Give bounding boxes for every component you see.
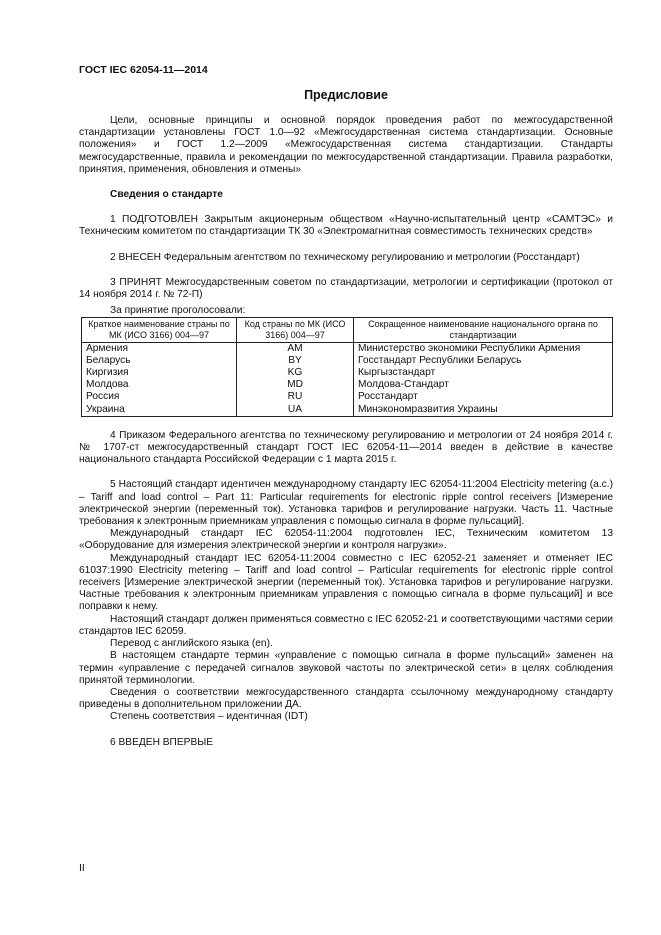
column-header-code: Код страны по МК (ИСО 3166) 004—97 xyxy=(237,318,354,342)
section-title: Сведения о стандарте xyxy=(110,189,223,201)
item-5-prepared-by: Международный стандарт IEC 62054-11:2004 подготовлен IEC, Техническим комитетом 13 «Оборудование для измерения электрической энергии и контроля нагрузки». xyxy=(79,528,613,552)
item-5-translation: Перевод с английского языка (en). xyxy=(110,638,273,650)
table-row xyxy=(82,379,613,391)
item-4-order: 4 Приказом Федерального агентства по техническому регулированию и метрологии от 24 ноября 2014 г. № 1707-ст межгосударственный стандарт ГОСТ IEC 62054-11—2014 введен в действие в качестве национального стандарта Российской Федерации с 1 марта 2015 г. xyxy=(79,429,613,466)
code-cell: RU xyxy=(237,391,354,403)
item-6-first-introduced: 6 ВВЕДЕН ВПЕРВЫЕ xyxy=(110,736,214,748)
column-header-country: Краткое наименование страны по МК (ИСО 3166) 004—97 xyxy=(82,318,237,342)
voted-label: За принятие проголосовали: xyxy=(110,305,246,317)
table-row xyxy=(82,342,613,355)
item-5-reference-info: Сведения о соответствии межгосударственного стандарта ссылочному международному стандарту приведены в дополнительном приложении ДА. xyxy=(79,686,613,711)
body-cell: Кыргызстандарт xyxy=(354,367,613,379)
code-cell: AM xyxy=(237,342,354,355)
code-cell: KG xyxy=(237,367,354,379)
table-row xyxy=(82,404,613,417)
item-5-conformity-degree: Степень соответствия – идентичная (IDT) xyxy=(110,711,308,723)
body-cell: Минэкономразвития Украины xyxy=(354,404,613,417)
country-cell: Армения xyxy=(82,342,237,355)
table-row xyxy=(82,391,613,403)
body-cell: Госстандарт Республики Беларусь xyxy=(354,355,613,367)
country-cell: Молдова xyxy=(82,379,237,391)
code-cell: UA xyxy=(237,404,354,417)
item-5-apply-with: Настоящий стандарт должен применяться совместно с IEC 62052-21 и соответствующими частями серии стандартов IEC 62059. xyxy=(79,613,613,637)
voting-countries-table xyxy=(81,317,613,416)
country-cell: Киргизия xyxy=(82,367,237,379)
item-3-adopted: 3 ПРИНЯТ Межгосударственным советом по стандартизации, метрологии и сертификации (протокол от 14 ноября 2014 г. № 72-П) xyxy=(79,276,613,301)
page-title: Предисловие xyxy=(304,88,388,102)
standard-code-header: ГОСТ IEC 62054-11—2014 xyxy=(79,64,208,76)
country-cell: Украина xyxy=(82,404,237,417)
item-5-identical: 5 Настоящий стандарт идентичен международному стандарту IEC 62054-11:2004 Electricity metering (a.c.) – Tariff and load control – Part 11: Particular requirements for electronic ripple control receivers [Измерение электрической энергии (переменный ток). Установка тарифов и регулирование нагрузки. Часть 11. Частные требования к электронным приемникам управления с помощью сигнала в форме пульсаций]. xyxy=(79,479,613,528)
body-cell: Министерство экономики Республики Армения xyxy=(354,342,613,355)
table-row xyxy=(82,367,613,379)
intro-paragraph: Цели, основные принципы и основной порядок проведения работ по межгосударственной стандартизации установлены ГОСТ 1.0—92 «Межгосударственная система стандартизации. Основные положения» и ГОСТ 1.2—2009 «Межгосударственная система стандартизации. Стандарты межгосударственные, правила и рекомендации по межгосударственной стандартизации. Правила разработки, принятия, применения, обновления и отмены» xyxy=(79,115,613,175)
body-cell: Росстандарт xyxy=(354,391,613,403)
body-cell: Молдова-Стандарт xyxy=(354,379,613,391)
country-cell: Беларусь xyxy=(82,355,237,367)
document-body xyxy=(79,115,613,749)
page-number: II xyxy=(79,862,85,874)
code-cell: BY xyxy=(237,355,354,367)
column-header-national-body: Сокращенное наименование национального органа по стандартизации xyxy=(354,318,613,342)
item-1-prepared: 1 ПОДГОТОВЛЕН Закрытым акционерным обществом «Научно-испытательный центр «САМТЭС» и Техническим комитетом по стандартизации ТК 30 «Электромагнитная совместимость технических средств» xyxy=(79,214,613,238)
item-5-term-replaced: В настоящем стандарте термин «управление с помощью сигнала в форме пульсаций» заменен на термин «управление с передачей сигналов звуковой частоты по электрической сети» в целях соблюдения принятой терминологии. xyxy=(79,650,613,686)
code-cell: MD xyxy=(237,379,354,391)
country-cell: Россия xyxy=(82,391,237,403)
item-2-introduced: 2 ВНЕСЕН Федеральным агентством по техническому регулированию и метрологии (Росстандарт) xyxy=(110,251,580,263)
item-5-replaces: Международный стандарт IEC 62054-11:2004 совместно с IEC 62052-21 заменяет и отменяет IEC 61037:1990 Electricity metering – Tariff and load control – Particular requirements for electronic ripple control receivers [Измерение электрической энергии (переменный ток). Установка тарифов и регулирование нагрузки. Частные требования к электронным приемникам управления с помощью сигнала в форме пульсаций] и все поправки к нему. xyxy=(79,552,613,613)
table-row xyxy=(82,355,613,367)
